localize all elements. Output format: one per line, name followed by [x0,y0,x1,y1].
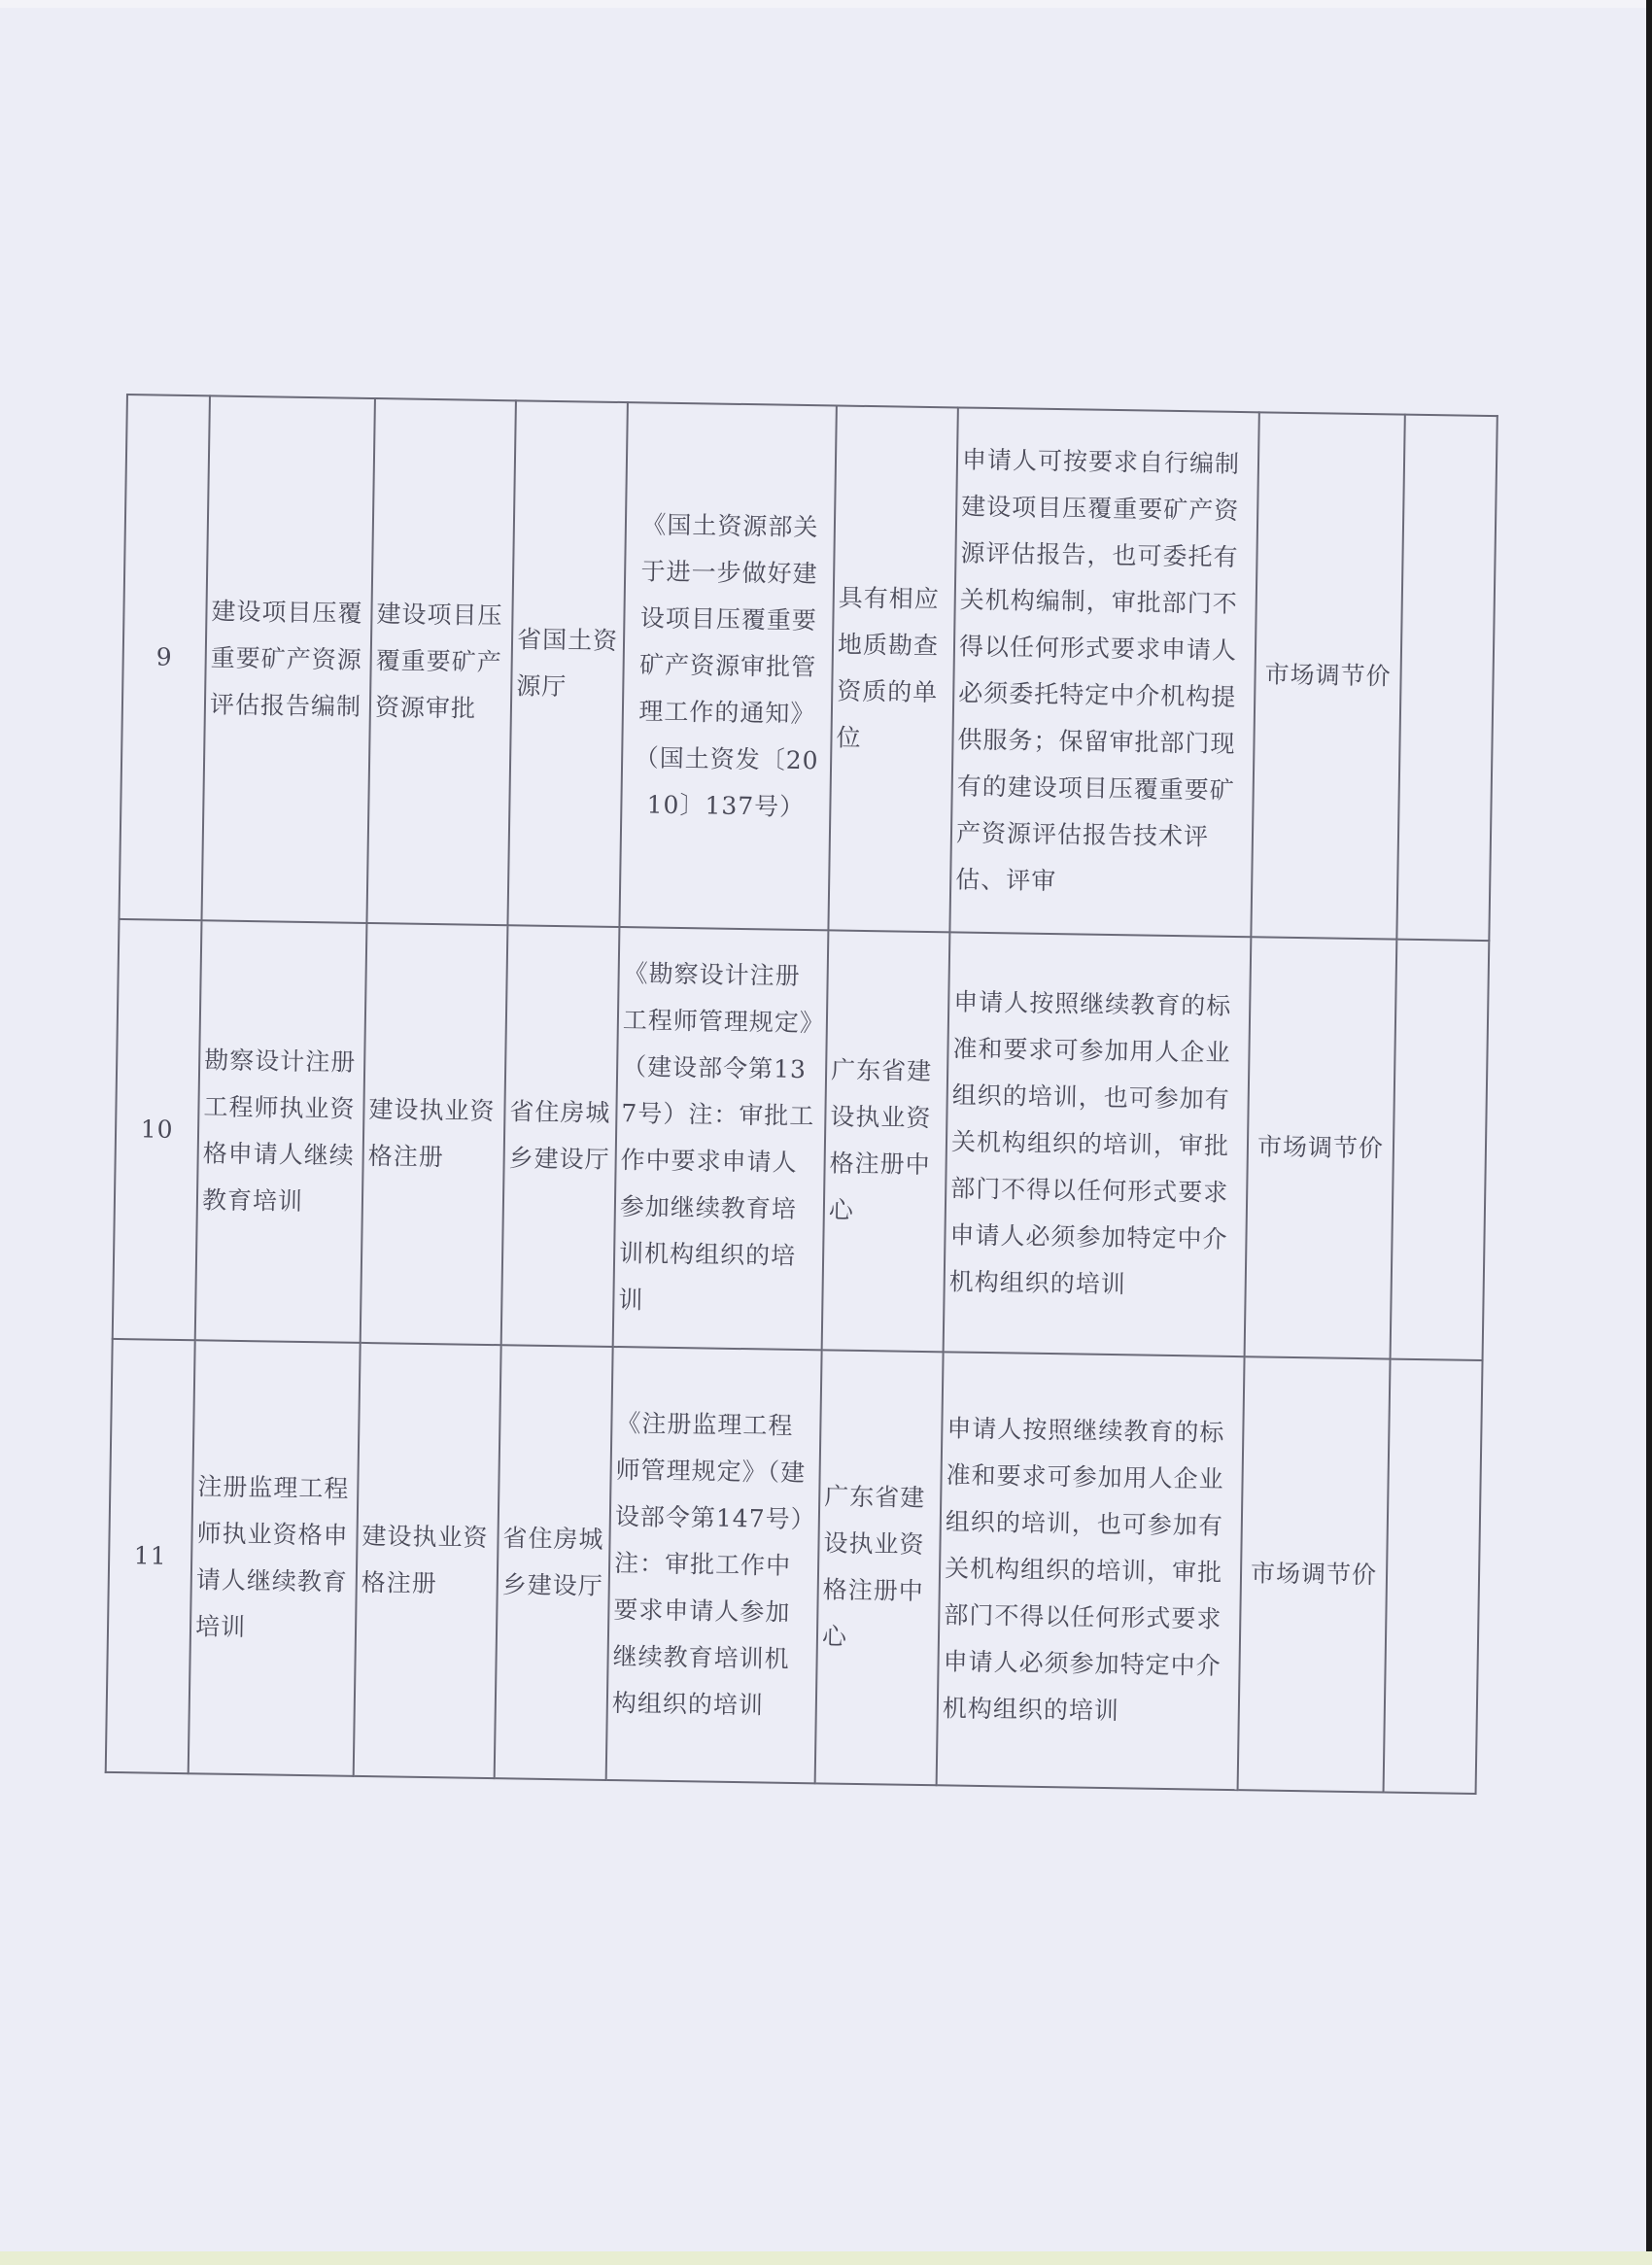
table-row [113,919,1490,1360]
handling-note: 申请人可按要求自行编制建设项目压覆重要矿产资源评估报告，也可委托有关机构编制，审批部门不得以任何形式要求申请人必须委托特定中介机构提供服务；保留审批部门现有的建设项目压覆重要矿产资源评估报告技术评估、评审 [949,407,1258,937]
table-row [120,395,1497,941]
scan-edge-bottom [0,2251,1652,2265]
legal-basis: 《国土资源部关于进一步做好建设项目压覆重要矿产资源审批管理工作的通知》（国土资发〔2010〕137号） [619,402,836,930]
pricing-method: 市场调节价 [1251,412,1404,939]
service-items-table [105,394,1498,1795]
service-provider: 具有相应地质勘查资质的单位 [828,405,957,932]
row-number: 9 [120,395,210,920]
handling-note: 申请人按照继续教育的标准和要求可参加用人企业组织的培训，也可参加有关机构组织的培训，审批部门不得以任何形式要求申请人必须参加特定中介机构组织的培训 [937,1352,1245,1790]
approval-item: 建设项目压覆重要矿产资源审批 [366,398,515,925]
legal-basis: 《注册监理工程师管理规定》（建设部令第147号）注：审批工作中要求申请人参加继续教育培训机构组织的培训 [606,1347,822,1783]
document-table [105,394,1497,1793]
approval-item: 建设执业资格注册 [354,1343,501,1778]
approval-item: 建设执业资格注册 [361,923,508,1345]
service-provider: 广东省建设执业资格注册中心 [815,1350,944,1785]
department: 省国土资源厅 [507,400,627,927]
department: 省住房城乡建设厅 [501,925,620,1347]
handling-note: 申请人按照继续教育的标准和要求可参加用人企业组织的培训，也可参加有关机构组织的培训，审批部门不得以任何形式要求申请人必须参加特定中介机构组织的培训 [944,932,1252,1356]
remark [1396,415,1497,941]
remark [1391,940,1490,1360]
service-item: 勘察设计注册工程师执业资格申请人继续教育培训 [195,920,367,1343]
department: 省住房城乡建设厅 [495,1345,613,1780]
pricing-method: 市场调节价 [1245,937,1397,1358]
service-item: 注册监理工程师执业资格申请人继续教育培训 [189,1340,361,1776]
legal-basis: 《勘察设计注册工程师管理规定》（建设部令第137号）注：审批工作中要求申请人参加继续教育培训机构组织的培训 [613,927,829,1350]
scan-edge-right [1646,0,1652,2265]
row-number: 11 [106,1339,195,1773]
remark [1384,1359,1483,1794]
table-row [106,1339,1483,1794]
service-provider: 广东省建设执业资格注册中心 [822,930,950,1352]
service-item: 建设项目压覆重要矿产资源评估报告编制 [201,395,374,923]
row-number: 10 [113,919,202,1340]
pricing-method: 市场调节价 [1238,1356,1391,1792]
scan-edge-top [0,0,1652,8]
